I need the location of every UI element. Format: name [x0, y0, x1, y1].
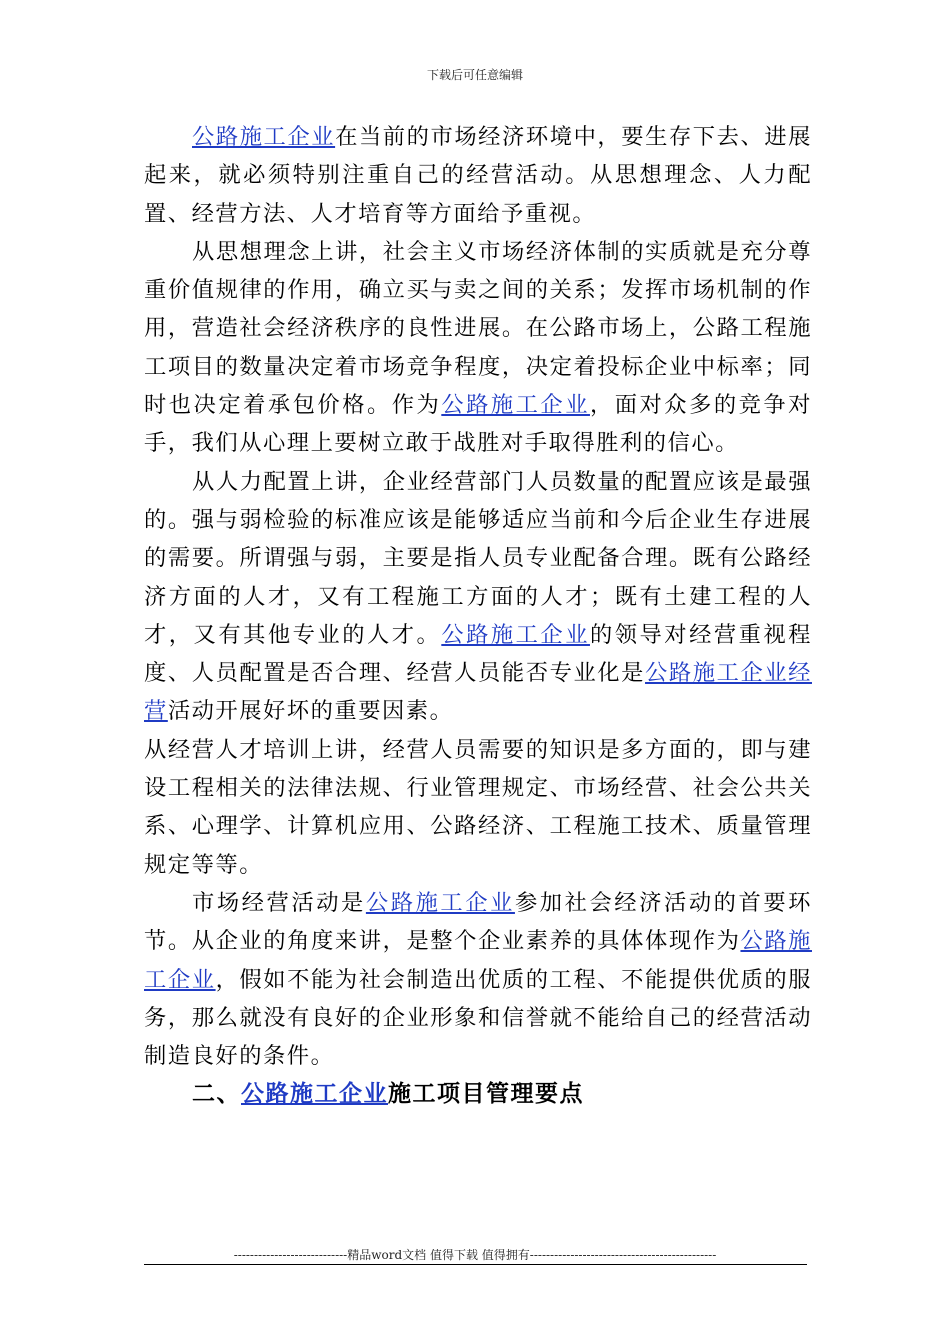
heading-prefix: 二、	[192, 1080, 241, 1108]
footer-divider	[144, 1264, 807, 1265]
paragraph-4	[144, 731, 812, 884]
link-highway-construction-enterprise[interactable]: 公路施工企业	[441, 392, 590, 419]
paragraph-1	[144, 118, 812, 233]
paragraph-text: 的领导对经营重视程度、人员配置是否合理、经营人员能否专业化是	[144, 621, 812, 687]
link-highway-enterprise-operation[interactable]: 公路施工企业经营	[144, 660, 812, 725]
paragraph-text: 市场经营活动是	[192, 889, 366, 916]
paragraph-text: ，面对众多的竞争对手，我们从心理上要树立敢于战胜对手取得胜利的信心。	[144, 392, 812, 457]
paragraph-2	[144, 233, 812, 463]
link-highway-construction-enterprise[interactable]: 公路施工企业	[365, 889, 515, 916]
page-footer: ----------------------------精品word文档 值得下载 值得拥有----------------------------------------------	[233, 1248, 717, 1262]
link-highway-construction-enterprise[interactable]: 公路施工企业	[192, 124, 336, 150]
paragraph-text: 活动开展好坏的重要因素。	[167, 698, 454, 725]
paragraph-text: 从思想理念上讲，社会主义市场经济体制的实质就是充分尊重价值规律的作用，确立买与卖之间的关系；发挥市场机制的作用，营造社会经济秩序的良性进展。在公路市场上，公路工程施工项目的数量决定着市场竞争程度，决定着投标企业中标率；同时也决定着承包价格。作为	[144, 238, 812, 419]
paragraph-5	[144, 884, 812, 1075]
page-header: 下载后可任意编辑	[426, 68, 523, 82]
paragraph-text: 从人力配置上讲，企业经营部门人员数量的配置应该是最强的。强与弱检验的标准应该是能够适应当前和今后企业生存进展的需要。所谓强与弱，主要是指人员专业配备合理。既有公路经济方面的人才，又有工程施工方面的人才；既有土建工程的人才，又有其他专业的人才。	[144, 468, 812, 648]
paragraph-3	[144, 463, 812, 731]
paragraph-text: 参加社会经济活动的首要环节。从企业的角度来讲，是整个企业素养的具体体现作为	[144, 889, 812, 955]
paragraph-text: ，假如不能为社会制造出优质的工程、不能提供优质的服务，那么就没有良好的企业形象和信誉就不能给自己的经营活动制造良好的条件。	[144, 966, 812, 1070]
document-body	[144, 118, 812, 1113]
paragraph-text: 在当前的市场经济环境中，要生存下去、进展起来，就必须特别注重自己的经营活动。从思想理念、人力配置、经营方法、人才培育等方面给予重视。	[144, 124, 812, 227]
link-highway-construction-enterprise[interactable]: 公路施工企业	[441, 621, 590, 648]
heading-link[interactable]: 公路施工企业	[241, 1080, 388, 1108]
heading-suffix: 施工项目管理要点	[388, 1080, 584, 1108]
link-highway-construction-enterprise[interactable]: 公路施工企业	[144, 928, 812, 993]
section-heading	[144, 1075, 812, 1113]
paragraph-text: 从经营人才培训上讲，经营人员需要的知识是多方面的，即与建设工程相关的法律法规、行业管理规定、市场经营、社会公共关系、心理学、计算机应用、公路经济、工程施工技术、质量管理规定等等。	[144, 736, 812, 878]
